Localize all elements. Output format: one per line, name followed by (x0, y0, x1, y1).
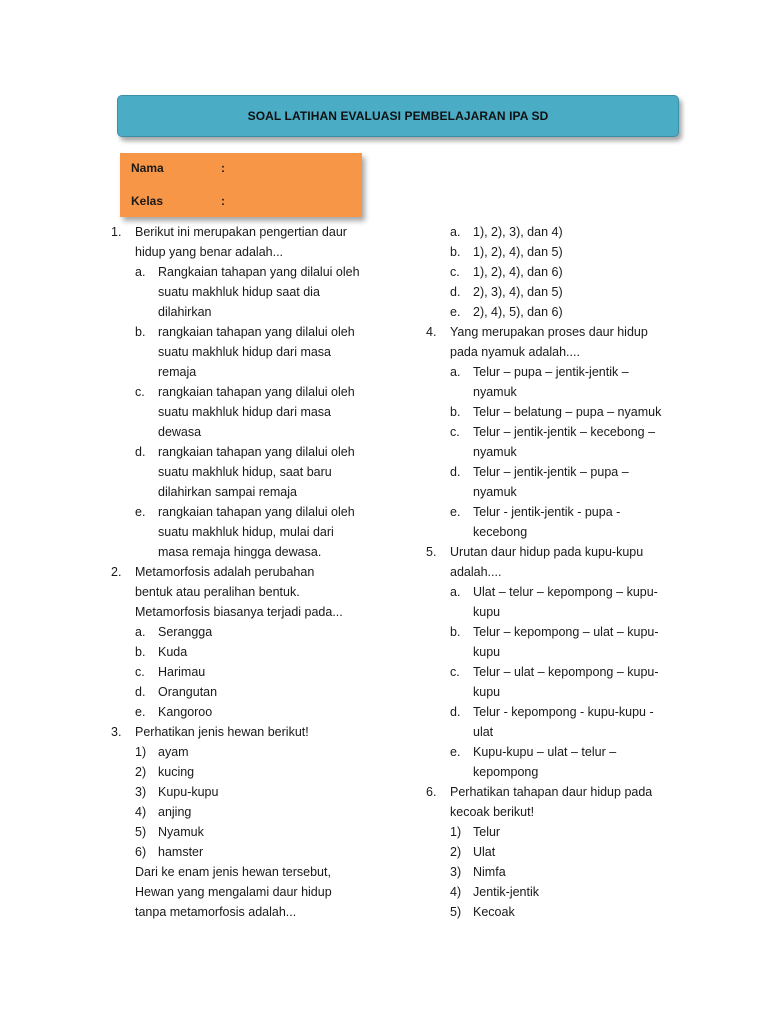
option-text-continued (426, 602, 676, 622)
option-line (426, 582, 676, 602)
option-text: Ulat (473, 845, 496, 859)
option-line (426, 702, 676, 722)
option-text-continued (111, 542, 373, 562)
question-text: hidup yang benar adalah... (135, 245, 284, 259)
option-text: Telur - kepompong - kupu-kupu - (473, 705, 654, 719)
option-text: Telur (473, 825, 501, 839)
option-marker: 1) (450, 825, 462, 839)
option-text-continued (111, 482, 373, 502)
option-text: 2), 3), 4), dan 5) (473, 285, 563, 299)
option-line (426, 402, 676, 422)
question-text: Yang merupakan proses daur hidup (450, 325, 648, 339)
question-text: Metamorfosis adalah perubahan (135, 565, 315, 579)
option-line (426, 282, 676, 302)
option-marker: e. (450, 505, 461, 519)
option-line (426, 362, 676, 382)
question-text: Metamorfosis biasanya terjadi pada... (135, 605, 343, 619)
option-text: anjing (158, 805, 192, 819)
option-marker: b. (450, 405, 461, 419)
option-marker: b. (135, 325, 146, 339)
question-text-continued (426, 562, 676, 582)
option-text-continued (111, 342, 373, 362)
option-text: kupu (473, 605, 501, 619)
name-label: Nama (131, 161, 164, 175)
option-line (111, 682, 373, 702)
option-line (111, 762, 373, 782)
option-text: kupu (473, 685, 501, 699)
option-marker: b. (450, 625, 461, 639)
option-line (426, 302, 676, 322)
option-line (426, 502, 676, 522)
option-line (111, 262, 373, 282)
option-text: suatu makhluk hidup, mulai dari (158, 525, 334, 539)
question-text: pada nyamuk adalah.... (450, 345, 580, 359)
option-text-continued (111, 302, 373, 322)
option-text: Ulat – telur – kepompong – kupu- (473, 585, 658, 599)
option-line (426, 862, 676, 882)
option-text-continued (111, 462, 373, 482)
option-text-continued (111, 282, 373, 302)
option-text: Telur – pupa – jentik-jentik – (473, 365, 629, 379)
option-text: Harimau (158, 665, 206, 679)
option-marker: 3) (450, 865, 462, 879)
option-line (111, 782, 373, 802)
question-text-continued (426, 802, 676, 822)
option-text: Jentik-jentik (473, 885, 539, 899)
option-marker: a. (135, 625, 146, 639)
question-text: tanpa metamorfosis adalah... (135, 905, 297, 919)
option-text: Kupu-kupu (158, 785, 219, 799)
name-row (131, 161, 225, 175)
option-line (426, 902, 676, 922)
question-text: Perhatikan tahapan daur hidup pada (450, 785, 653, 799)
question-text: Hewan yang mengalami daur hidup (135, 885, 332, 899)
option-marker: c. (450, 265, 460, 279)
option-text-continued (426, 382, 676, 402)
option-text: Telur – jentik-jentik – kecebong – (473, 425, 656, 439)
option-text: nyamuk (473, 485, 517, 499)
option-text: kucing (158, 765, 195, 779)
option-line (426, 422, 676, 442)
option-text: 2), 4), 5), dan 6) (473, 305, 563, 319)
option-marker: a. (135, 265, 146, 279)
option-text: kepompong (473, 765, 539, 779)
option-line (426, 222, 676, 242)
option-text: dewasa (158, 425, 202, 439)
option-line (426, 882, 676, 902)
option-text: ayam (158, 745, 189, 759)
option-marker: d. (450, 705, 461, 719)
question-text: Berikut ini merupakan pengertian daur (135, 225, 347, 239)
question-line (426, 542, 676, 562)
question-text: Perhatikan jenis hewan berikut! (135, 725, 309, 739)
title-banner (117, 95, 679, 137)
option-marker: b. (450, 245, 461, 259)
option-text-continued (426, 442, 676, 462)
option-text: Orangutan (158, 685, 218, 699)
option-marker: a. (450, 585, 461, 599)
option-marker: 1) (135, 745, 147, 759)
option-text: suatu makhluk hidup, saat baru (158, 465, 332, 479)
option-text-continued (426, 762, 676, 782)
question-line (111, 722, 373, 742)
option-marker: 3) (135, 785, 147, 799)
option-text-continued (111, 402, 373, 422)
option-marker: d. (135, 445, 146, 459)
option-text-continued (426, 482, 676, 502)
option-line (426, 742, 676, 762)
option-text: nyamuk (473, 445, 517, 459)
option-text: Telur – belatung – pupa – nyamuk (473, 405, 662, 419)
option-line (426, 242, 676, 262)
option-line (426, 822, 676, 842)
option-text: suatu makhluk hidup saat dia (158, 285, 320, 299)
option-text: Kecoak (473, 905, 515, 919)
option-text: Telur – ulat – kepompong – kupu- (473, 665, 659, 679)
option-text-continued (426, 522, 676, 542)
option-marker: e. (135, 505, 146, 519)
question-line (111, 562, 373, 582)
option-text: Kupu-kupu – ulat – telur – (473, 745, 617, 759)
right-column (426, 222, 676, 922)
option-marker: c. (450, 425, 460, 439)
option-line (111, 702, 373, 722)
option-text-continued (426, 722, 676, 742)
option-text: nyamuk (473, 385, 517, 399)
option-text: suatu makhluk hidup dari masa (158, 345, 332, 359)
option-text: masa remaja hingga dewasa. (158, 545, 322, 559)
option-text: remaja (158, 365, 197, 379)
option-line (426, 262, 676, 282)
option-text: 1), 2), 3), dan 4) (473, 225, 563, 239)
option-text: rangkaian tahapan yang dilalui oleh (158, 325, 355, 339)
name-colon: : (221, 161, 225, 175)
option-line (426, 462, 676, 482)
option-text: Kuda (158, 645, 188, 659)
option-line (111, 442, 373, 462)
question-number: 5. (426, 545, 437, 559)
option-text: Kangoroo (158, 705, 213, 719)
option-text-continued (111, 522, 373, 542)
question-text-continued (111, 602, 373, 622)
question-text-continued (111, 582, 373, 602)
option-line (111, 822, 373, 842)
option-text: 1), 2), 4), dan 5) (473, 245, 563, 259)
option-text: rangkaian tahapan yang dilalui oleh (158, 445, 355, 459)
option-line (111, 802, 373, 822)
identity-box (120, 153, 362, 217)
class-row (131, 194, 225, 208)
option-text: 1), 2), 4), dan 6) (473, 265, 563, 279)
option-line (426, 842, 676, 862)
option-marker: c. (135, 385, 145, 399)
option-text: hamster (158, 845, 204, 859)
option-marker: d. (450, 285, 461, 299)
option-line (111, 842, 373, 862)
option-line (111, 322, 373, 342)
option-text-continued (426, 682, 676, 702)
option-line (111, 662, 373, 682)
option-marker: 5) (450, 905, 462, 919)
option-line (111, 742, 373, 762)
option-text: ulat (473, 725, 494, 739)
option-text-continued (426, 642, 676, 662)
option-marker: c. (135, 665, 145, 679)
page-title: SOAL LATIHAN EVALUASI PEMBELAJARAN IPA SD (247, 109, 549, 123)
option-marker: 2) (135, 765, 147, 779)
option-marker: 2) (450, 845, 462, 859)
option-marker: a. (450, 365, 461, 379)
option-marker: d. (135, 685, 146, 699)
class-colon: : (221, 194, 225, 208)
option-line (426, 662, 676, 682)
option-marker: e. (450, 745, 461, 759)
question-text-continued (111, 862, 373, 882)
option-text: Rangkaian tahapan yang dilalui oleh (158, 265, 360, 279)
option-marker: 4) (450, 885, 462, 899)
option-text: Telur – jentik-jentik – pupa – (473, 465, 629, 479)
option-marker: c. (450, 665, 460, 679)
question-text: Urutan daur hidup pada kupu-kupu (450, 545, 644, 559)
question-number: 4. (426, 325, 437, 339)
question-text: Dari ke enam jenis hewan tersebut, (135, 865, 331, 879)
question-number: 6. (426, 785, 437, 799)
question-line (426, 782, 676, 802)
question-text-continued (426, 342, 676, 362)
option-marker: 4) (135, 805, 147, 819)
option-marker: a. (450, 225, 461, 239)
left-column (111, 222, 373, 922)
option-text: Telur - jentik-jentik - pupa - (473, 505, 621, 519)
option-text: Serangga (158, 625, 213, 639)
option-line (111, 382, 373, 402)
option-text: rangkaian tahapan yang dilalui oleh (158, 385, 355, 399)
option-line (111, 642, 373, 662)
option-line (111, 622, 373, 642)
question-number: 1. (111, 225, 122, 239)
option-text-continued (111, 362, 373, 382)
option-line (426, 622, 676, 642)
option-text: Nyamuk (158, 825, 204, 839)
question-text-continued (111, 242, 373, 262)
option-text: kecebong (473, 525, 528, 539)
option-text: kupu (473, 645, 501, 659)
class-label: Kelas (131, 194, 164, 208)
option-text-continued (111, 422, 373, 442)
option-text: suatu makhluk hidup dari masa (158, 405, 332, 419)
option-text: rangkaian tahapan yang dilalui oleh (158, 505, 355, 519)
question-text-continued (111, 882, 373, 902)
option-marker: b. (135, 645, 146, 659)
option-marker: d. (450, 465, 461, 479)
question-line (111, 222, 373, 242)
option-text: dilahirkan sampai remaja (158, 485, 297, 499)
option-marker: e. (135, 705, 146, 719)
option-text: Nimfa (473, 865, 506, 879)
option-marker: 6) (135, 845, 147, 859)
option-marker: e. (450, 305, 461, 319)
question-number: 2. (111, 565, 122, 579)
question-text: bentuk atau peralihan bentuk. (135, 585, 300, 599)
option-text: dilahirkan (158, 305, 212, 319)
option-marker: 5) (135, 825, 147, 839)
question-line (426, 322, 676, 342)
question-text: adalah.... (450, 565, 502, 579)
option-line (111, 502, 373, 522)
question-number: 3. (111, 725, 122, 739)
option-text: Telur – kepompong – ulat – kupu- (473, 625, 659, 639)
question-text: kecoak berikut! (450, 805, 535, 819)
question-text-continued (111, 902, 373, 922)
